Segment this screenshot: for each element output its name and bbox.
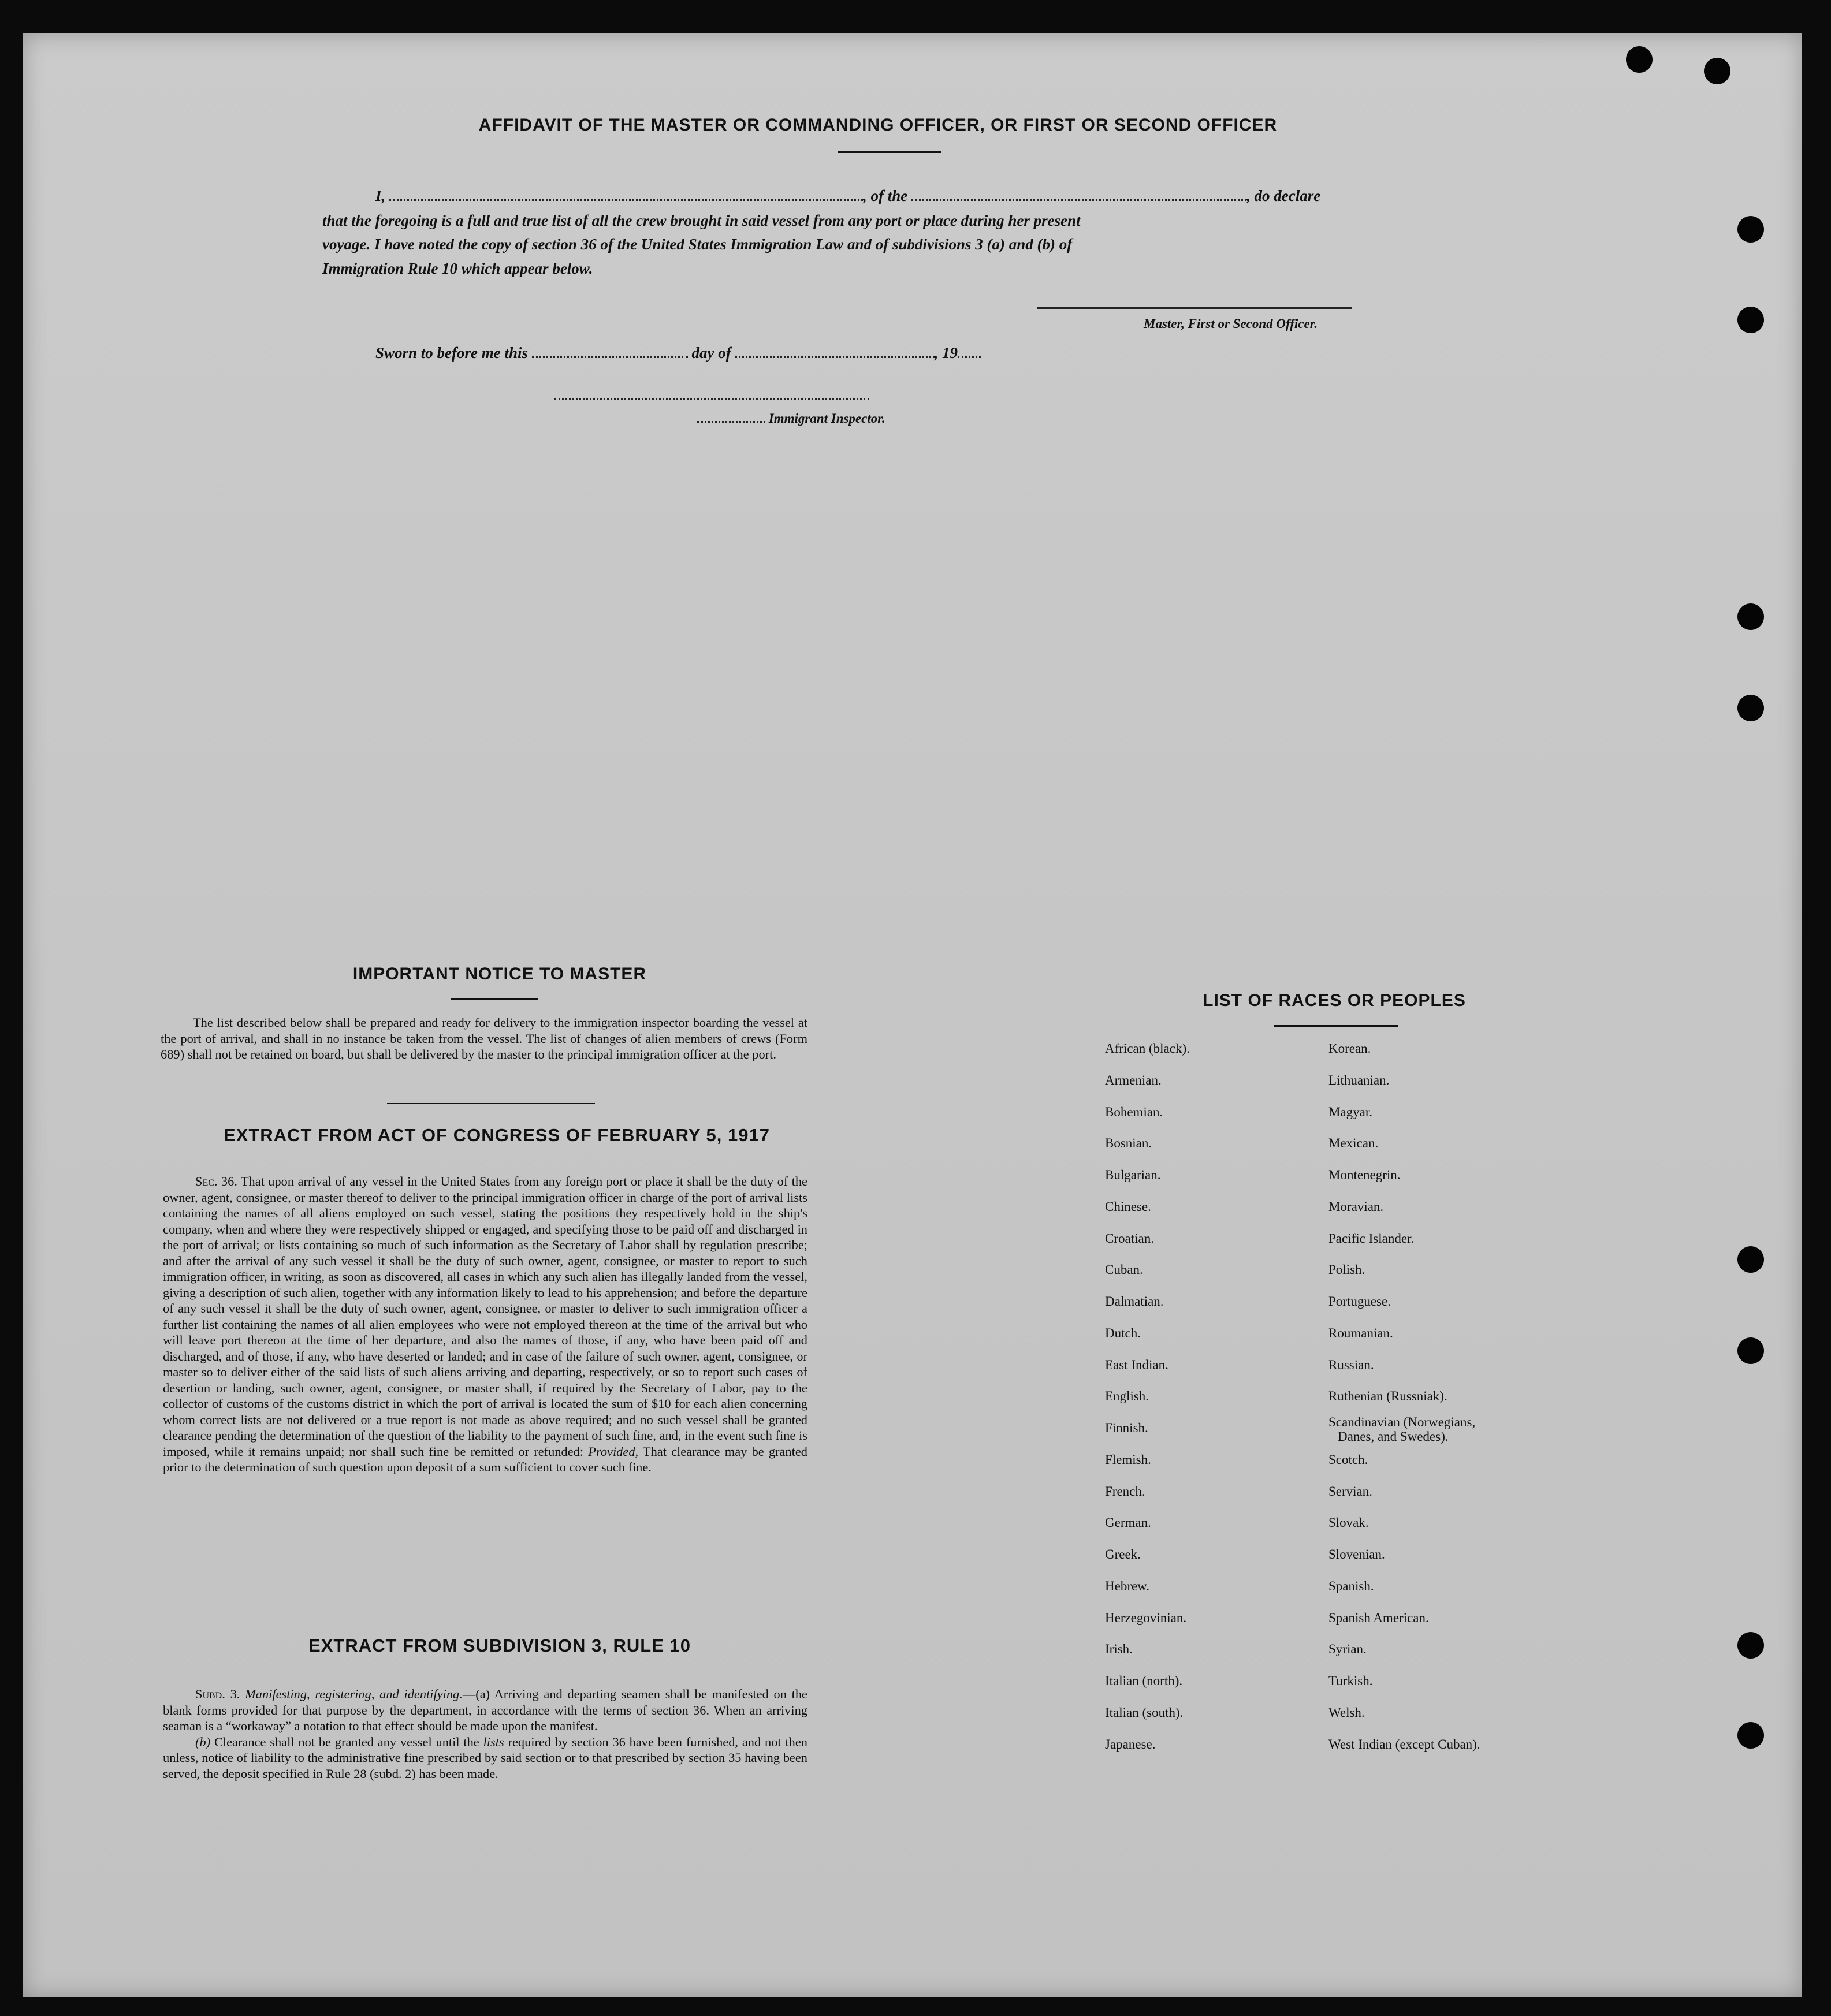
- binder-hole: [1737, 216, 1764, 243]
- affidavit-line-3: voyage. I have noted the copy of section 36 of the United States Immigration Law and of subdivisions 3 (a) and (b) of: [322, 236, 1073, 253]
- affidavit-declare: , do declare: [1246, 187, 1321, 204]
- race-item: Servian.: [1328, 1484, 1373, 1499]
- race-item: Italian (south).: [1105, 1705, 1184, 1720]
- binder-hole: [1737, 1337, 1764, 1364]
- race-item: Dalmatian.: [1105, 1294, 1164, 1309]
- inspector-label: Immigrant Inspector.: [768, 411, 885, 426]
- sworn-text: Sworn to before me this: [375, 344, 529, 362]
- notice-divider: [387, 1103, 595, 1104]
- inspector-prefix-blank[interactable]: [697, 418, 765, 423]
- subd-a-text: —(a) Arriving and departing seamen shall be manifested on the blank forms provided for that purpose by the department, in accordance with the terms of section 36. When an arriving seaman is a “workaway” a notation to that effect should be made upon the manifest.: [163, 1687, 807, 1733]
- subd-b-lists: lists: [483, 1734, 504, 1749]
- binder-hole: [1737, 603, 1764, 630]
- master-signature-line[interactable]: [1037, 307, 1352, 309]
- race-item: Welsh.: [1328, 1705, 1365, 1720]
- race-item: Scotch.: [1328, 1452, 1368, 1467]
- affidavit-line-1: [375, 187, 1320, 205]
- subd-label: Subd. 3.: [195, 1687, 240, 1701]
- rule-text: [163, 1686, 807, 1782]
- race-item: Flemish.: [1105, 1452, 1151, 1467]
- race-item: Lithuanian.: [1328, 1073, 1390, 1087]
- race-item: Bohemian.: [1105, 1105, 1163, 1119]
- race-item: Finnish.: [1105, 1421, 1148, 1435]
- section-36-end: That clearance may be granted prior to the determination of such question upon deposit of a sum sufficient to cover such fine.: [163, 1444, 807, 1474]
- race-item: Hebrew.: [1105, 1579, 1150, 1593]
- race-item: French.: [1105, 1484, 1145, 1499]
- day-blank[interactable]: [532, 353, 688, 358]
- race-item: Polish.: [1328, 1262, 1365, 1277]
- race-item: Montenegrin.: [1328, 1168, 1401, 1182]
- race-item: English.: [1105, 1389, 1149, 1403]
- race-item: Moravian.: [1328, 1199, 1384, 1214]
- race-item: Slovenian.: [1328, 1547, 1385, 1562]
- act-heading: EXTRACT FROM ACT OF CONGRESS OF FEBRUARY 5, 1917: [224, 1125, 770, 1145]
- race-item: Mexican.: [1328, 1136, 1379, 1150]
- subd-b-label: (b): [195, 1734, 211, 1749]
- race-item: Bosnian.: [1105, 1136, 1152, 1150]
- day-of-text: day of: [691, 344, 731, 362]
- section-36-text: That upon arrival of any vessel in the United States from any foreign port or place it shall be the duty of the owner, agent, consignee, or master thereof to deliver to the principal immigration officer in charge of the port of arrival lists containing the names of all aliens employed on such vessel, stating the positions they respectively hold in the ship's company, when and where they were respectively shipped or engaged, and specifying those to be paid off and discharged in the port of arrival; or lists containing so much of such information as the Secretary of Labor shall by regulation prescribe; and after the arrival of any such vessel it shall be the duty of such owner, agent, consignee, or master to report to such immigration officer, in writing, as soon as discovered, all cases in which any such alien has illegally landed from the vessel, giving a description of such alien, together with any information likely to lead to his apprehension; and before the departure of any such vessel it shall be the duty of such owner, agent, consignee, or master to deliver to such immigration officer a further list containing the names of all alien employees who were not employed thereon at the time of the arrival but who will leave port thereon at the time of her departure, and also the names of those, if any, who have been paid off and discharged, and of those, if any, who have deserted or landed; and in case of the failure of such owner, agent, consignee, or master so to deliver either of the said lists of such aliens arriving and departing, respectively, or so to report such cases of desertion or landing, such owner, agent, consignee, or master shall, if required by the Secretary of Labor, pay to the collector of customs of the customs district in which the port of arrival is located the sum of $10 for each alien concerning whom correct lists are not delivered or a true report is not made as above required; and no such vessel shall be granted clearance pending the determination of the question of the liability to the payment of such fine, and, in the event such fine is imposed, while it remains unpaid; nor shall such fine be remitted or refunded:: [163, 1174, 807, 1459]
- affidavit-i: I,: [375, 187, 386, 204]
- race-item: Spanish American.: [1328, 1611, 1429, 1625]
- binder-hole: [1626, 46, 1653, 73]
- notice-paragraph: The list described below shall be prepared and ready for delivery to the immigration inspector boarding the vessel at the port of arrival, and shall in no instance be taken from the vessel. The list of changes of alien members of crews (Form 689) shall not be retained on board, but shall be delivered by the master to the principal immigration officer at the port.: [161, 1015, 807, 1061]
- affidavit-of-the: , of the: [863, 187, 908, 204]
- affidavit-heading: AFFIDAVIT OF THE MASTER OR COMMANDING OFFICER, OR FIRST OR SECOND OFFICER: [478, 115, 1278, 135]
- race-item: African (black).: [1105, 1041, 1190, 1056]
- race-item: German.: [1105, 1515, 1151, 1530]
- race-item: Pacific Islander.: [1328, 1231, 1415, 1246]
- race-item: Ruthenian (Russniak).: [1328, 1389, 1447, 1403]
- section-label: Sec. 36.: [195, 1174, 237, 1188]
- master-label: Master, First or Second Officer.: [1144, 316, 1318, 331]
- race-item: Herzegovinian.: [1105, 1611, 1187, 1625]
- notice-heading: IMPORTANT NOTICE TO MASTER: [352, 964, 647, 983]
- race-item: Spanish.: [1328, 1579, 1374, 1593]
- binder-hole: [1737, 307, 1764, 333]
- race-item: Slovak.: [1328, 1515, 1369, 1530]
- race-item: Greek.: [1105, 1547, 1141, 1562]
- race-item: Syrian.: [1328, 1642, 1367, 1656]
- notice-text: [161, 1015, 807, 1063]
- race-item: Japanese.: [1105, 1737, 1156, 1752]
- binder-hole: [1737, 695, 1764, 721]
- race-item: Korean.: [1328, 1041, 1371, 1056]
- affidavit-line-4: Immigration Rule 10 which appear below.: [322, 260, 593, 277]
- act-text: [163, 1173, 807, 1475]
- month-blank[interactable]: [735, 353, 935, 358]
- race-item-continued: Danes, and Swedes).: [1338, 1429, 1449, 1444]
- race-item: Italian (north).: [1105, 1674, 1183, 1688]
- race-item: Chinese.: [1105, 1199, 1151, 1214]
- year-prefix: , 19: [934, 344, 958, 362]
- inspector-line: [697, 411, 885, 426]
- races-heading: LIST OF RACES OR PEOPLES: [1203, 991, 1466, 1010]
- race-item: Armenian.: [1105, 1073, 1162, 1087]
- race-item: Croatian.: [1105, 1231, 1154, 1246]
- vessel-blank[interactable]: [911, 196, 1246, 201]
- heading-rule: [838, 151, 941, 153]
- race-item: Bulgarian.: [1105, 1168, 1161, 1182]
- race-item: Roumanian.: [1328, 1326, 1393, 1340]
- year-blank[interactable]: [958, 353, 981, 358]
- binder-hole: [1704, 58, 1730, 84]
- race-item: Russian.: [1328, 1358, 1374, 1372]
- affidavit-line-2: that the foregoing is a full and true list of all the crew brought in said vessel from any port or place during her present: [322, 212, 1081, 229]
- binder-hole: [1737, 1632, 1764, 1659]
- race-item: Irish.: [1105, 1642, 1133, 1656]
- binder-hole: [1737, 1722, 1764, 1749]
- subd-b-text-2: required by section 36 have been furnished, and not then unless, notice of liability to the administrative fine prescribed by said section or to that prescribed by section 35 having been served, the deposit specified in Rule 28 (subd. 2) has been made.: [163, 1734, 807, 1781]
- race-item: Magyar.: [1328, 1105, 1373, 1119]
- sworn-line: [375, 344, 981, 362]
- binder-hole: [1737, 1246, 1764, 1273]
- race-item: Portuguese.: [1328, 1294, 1391, 1309]
- races-rule: [1274, 1025, 1398, 1027]
- subd-b-text-1: Clearance shall not be granted any vessel until the: [214, 1734, 479, 1749]
- inspector-signature-line[interactable]: [554, 398, 869, 400]
- race-item: West Indian (except Cuban).: [1328, 1737, 1480, 1752]
- name-blank[interactable]: [389, 196, 863, 201]
- race-item: East Indian.: [1105, 1358, 1168, 1372]
- provided-word: Provided,: [588, 1444, 639, 1459]
- notice-rule: [451, 998, 538, 1000]
- race-item: Cuban.: [1105, 1262, 1143, 1277]
- race-item: Turkish.: [1328, 1674, 1373, 1688]
- subd-title: Manifesting, registering, and identifying.: [245, 1687, 463, 1701]
- race-item: Dutch.: [1105, 1326, 1141, 1340]
- rule-heading: EXTRACT FROM SUBDIVISION 3, RULE 10: [308, 1635, 691, 1656]
- race-item: Scandinavian (Norwegians,: [1328, 1415, 1476, 1429]
